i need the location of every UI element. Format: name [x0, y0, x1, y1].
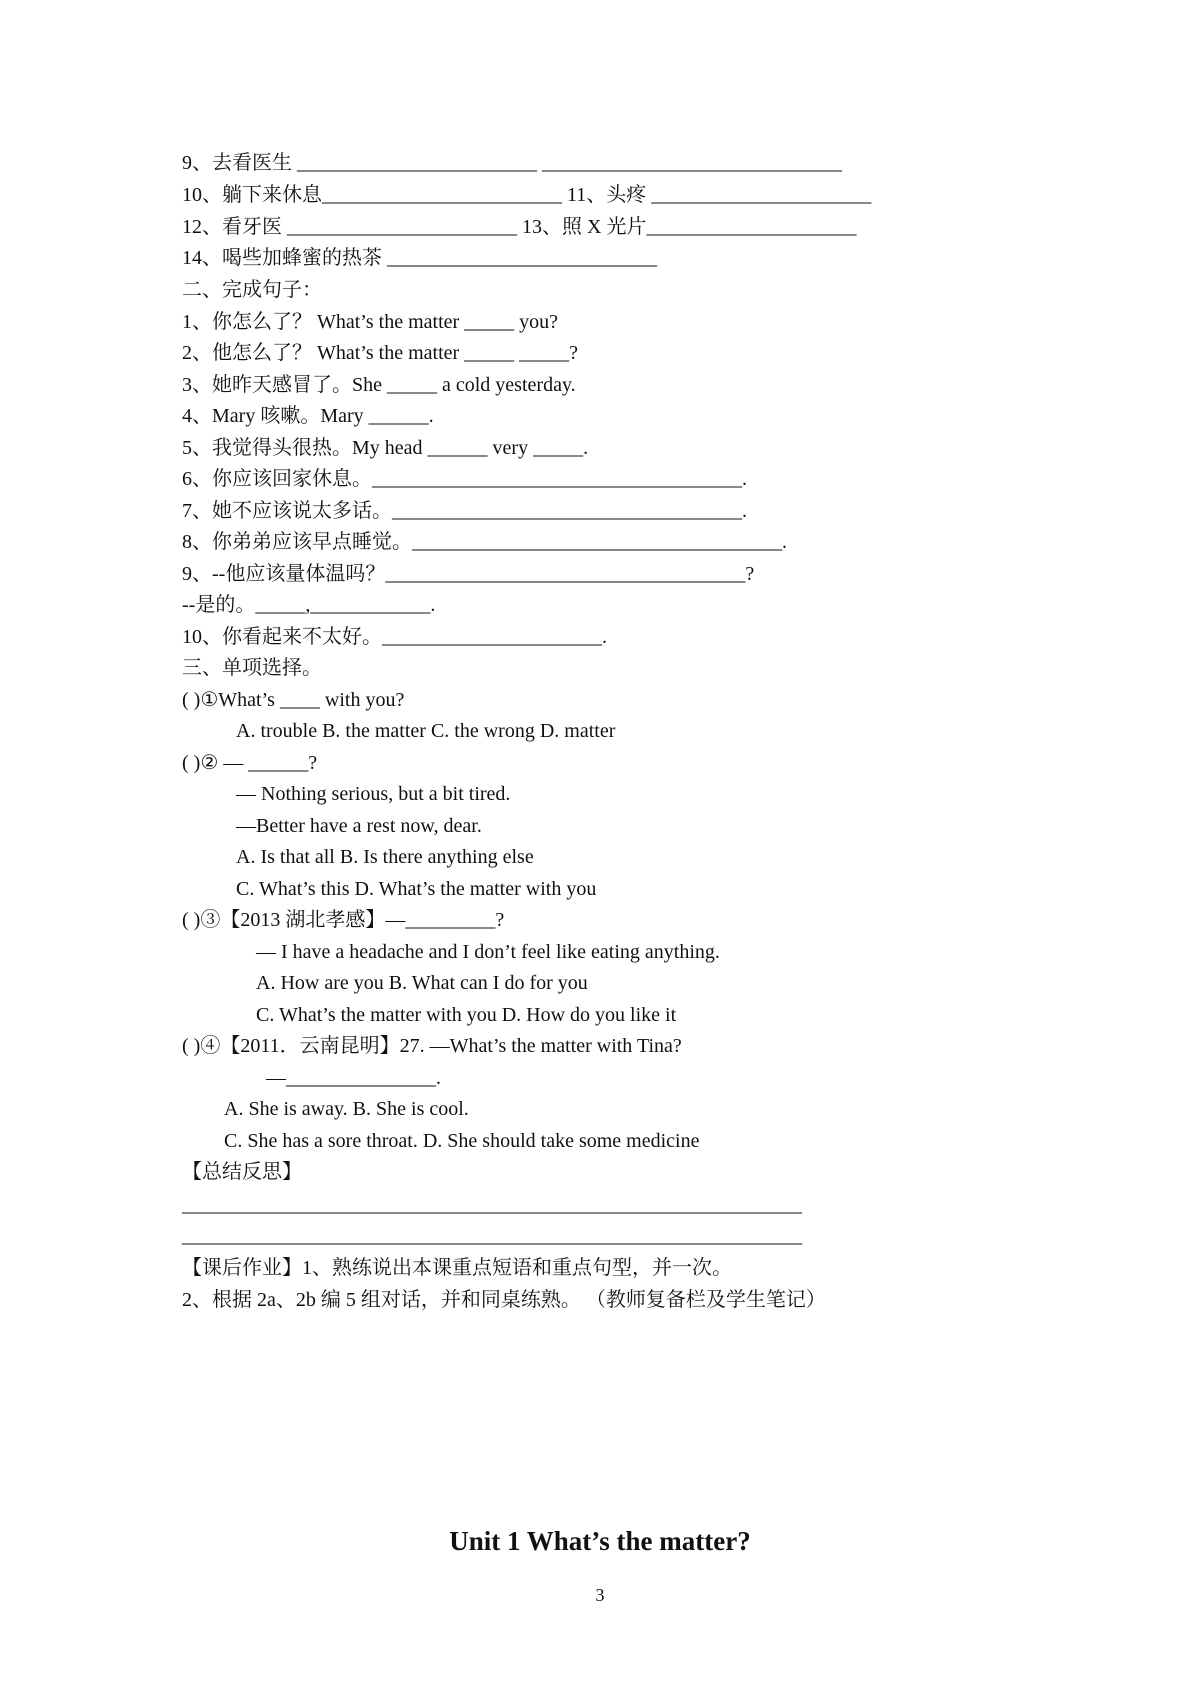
choice-dialogue-2b: —Better have a rest now, dear. [236, 815, 482, 837]
sentence-item-7: 7、她不应该说太多话。___________________________________. [182, 500, 747, 522]
choice-options-4b: C. She has a sore throat. D. She should take some medicine [224, 1130, 700, 1152]
sentence-item-1: 1、你怎么了？ What’s the matter _____ you? [182, 311, 559, 333]
sentence-item-2: 2、他怎么了？ What’s the matter _____ _____? [182, 342, 579, 364]
choice-options-1: A. trouble B. the matter C. the wrong D. matter [236, 720, 616, 742]
homework-line-2: 2、根据 2a、2b 编 5 组对话，并和同桌练熟。 （教师复备栏及学生笔记） [182, 1289, 826, 1311]
choice-question-1: ( )①What’s ____ with you? [182, 689, 405, 711]
choice-question-2: ( )② — ______? [182, 752, 318, 774]
summary-heading: 【总结反思】 [182, 1161, 302, 1183]
sentence-item-9: 9、--他应该量体温吗？____________________________________? [182, 563, 755, 585]
summary-line-1: ______________________________________________________________ [182, 1194, 802, 1216]
sentence-item-3: 3、她昨天感冒了。She _____ a cold yesterday. [182, 374, 576, 396]
sentence-item-4: 4、Mary 咳嗽。Mary ______. [182, 405, 434, 427]
choice-question-4: ( )④【2011．云南昆明】27. —What’s the matter with Tina? [182, 1035, 682, 1057]
section-3-heading: 三、单项选择。 [182, 657, 322, 679]
unit-title: Unit 1 What’s the matter? [449, 1526, 751, 1556]
choice-dialogue-4: —_______________. [266, 1067, 441, 1089]
phrase-item-9: 9、去看医生 ________________________ ______________________________ [182, 152, 842, 174]
choice-dialogue-3: — I have a headache and I don’t feel like eating anything. [256, 941, 720, 963]
sentence-item-10: 10、你看起来不太好。______________________. [182, 626, 607, 648]
choice-options-2b: C. What’s this D. What’s the matter with you [236, 878, 597, 900]
homework-line-1: 【课后作业】1、熟练说出本课重点短语和重点句型，并一次。 [182, 1257, 732, 1279]
sentence-item-9-answer: --是的。_____,____________. [182, 594, 436, 616]
choice-options-4a: A. She is away. B. She is cool. [224, 1098, 469, 1120]
sentence-item-8: 8、你弟弟应该早点睡觉。_____________________________________. [182, 531, 787, 553]
choice-options-3b: C. What’s the matter with you D. How do you like it [256, 1004, 677, 1026]
sentence-item-6: 6、你应该回家休息。_____________________________________. [182, 468, 747, 490]
sentence-item-5: 5、我觉得头很热。My head ______ very _____. [182, 437, 589, 459]
phrase-item-10-11: 10、躺下来休息________________________ 11、头疼 ______________________ [182, 184, 872, 206]
choice-options-3a: A. How are you B. What can I do for you [256, 972, 588, 994]
section-2-heading: 二、完成句子： [182, 279, 322, 301]
choice-question-3: ( )③【2013 湖北孝感】—_________? [182, 909, 505, 931]
summary-line-2: ______________________________________________________________ [182, 1225, 802, 1247]
page-number: 3 [595, 1585, 605, 1605]
choice-options-2a: A. Is that all B. Is there anything else [236, 846, 534, 868]
choice-dialogue-2a: — Nothing serious, but a bit tired. [236, 783, 511, 805]
phrase-item-12-13: 12、看牙医 _______________________ 13、照 X 光片_____________________ [182, 216, 857, 238]
phrase-item-14: 14、喝些加蜂蜜的热茶 ___________________________ [182, 247, 657, 269]
